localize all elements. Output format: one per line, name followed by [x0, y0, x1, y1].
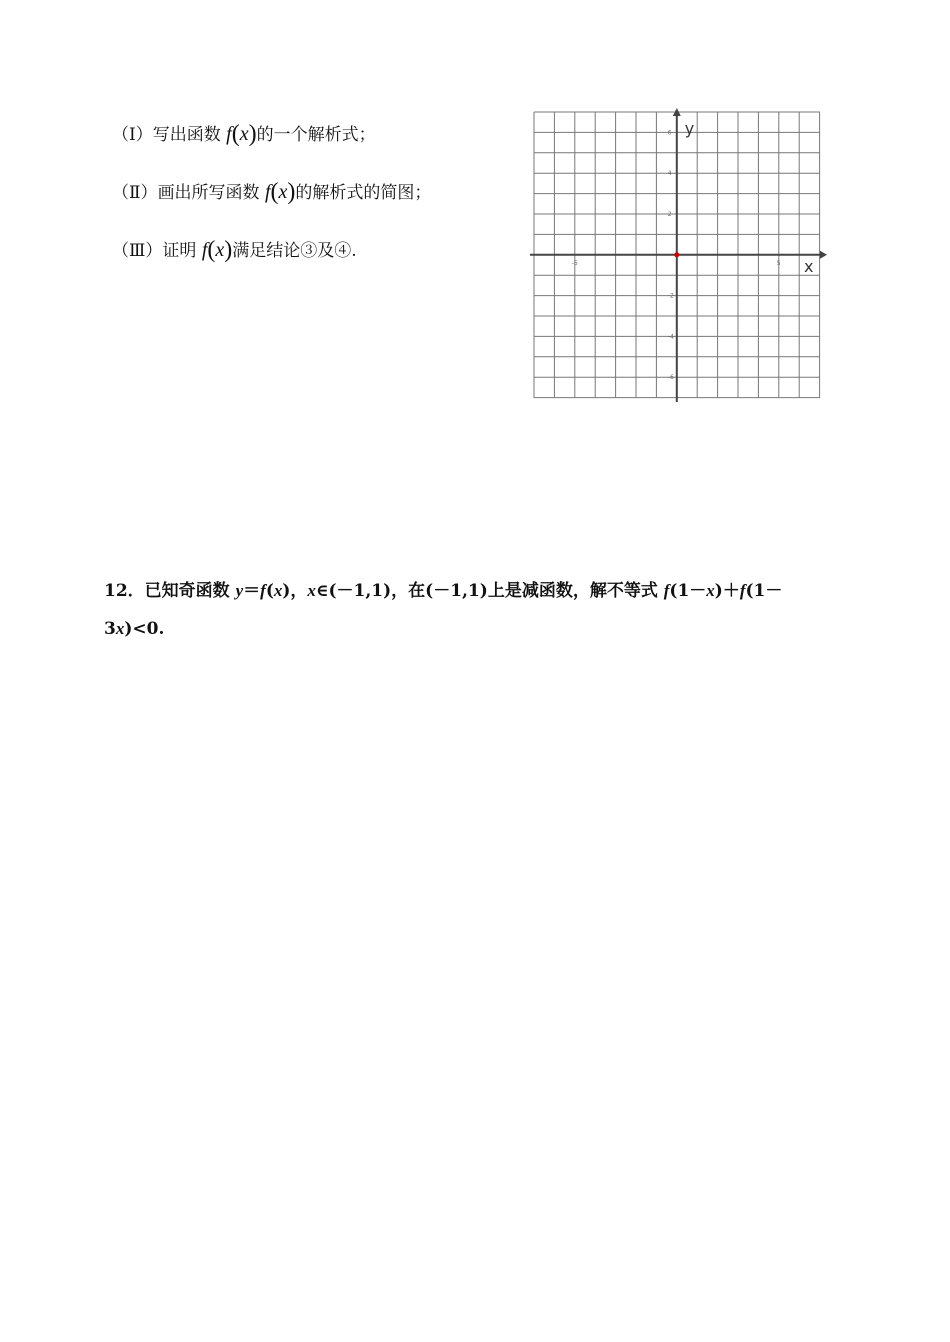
q12-math: x	[273, 581, 283, 600]
paren-close: )	[224, 237, 233, 263]
part-1-text-before: 写出函数	[152, 125, 221, 145]
part-2-text-after: 的解析式的简图；	[295, 183, 432, 203]
tick-label: -2	[667, 292, 674, 300]
q12-text: )，	[282, 581, 308, 601]
question-12-line-2	[104, 614, 164, 644]
tick-label: 2	[667, 211, 672, 218]
part-2-label: （Ⅱ）	[112, 183, 158, 203]
q12-text: 3	[104, 619, 116, 639]
function-f: f	[201, 239, 208, 261]
part-1-line	[112, 118, 376, 148]
part-2-line	[112, 176, 431, 206]
q12-text: (1－	[745, 581, 783, 601]
x-axis-label: x	[804, 256, 814, 276]
coordinate-grid-figure	[528, 108, 828, 404]
part-3-text-before: 证明	[162, 241, 197, 261]
q12-math: f	[260, 581, 266, 600]
part-1-text-after: 的一个解析式；	[256, 125, 376, 145]
x-axis-arrow	[820, 251, 827, 259]
paren-open: (	[207, 237, 216, 263]
tick-label: -5	[571, 259, 578, 267]
part-1-label: （Ⅰ）	[112, 125, 153, 145]
paren-close: )	[287, 179, 296, 205]
part-3-text-after: 满足结论③及④.	[232, 241, 357, 261]
tick-label: 5	[776, 259, 781, 267]
tick-label: 6	[667, 129, 672, 137]
q12-text: ∈(－1,1)，在(－1,1)上是减函数，解不等式	[315, 581, 664, 601]
paren-close: )	[248, 121, 257, 147]
function-f: f	[226, 123, 232, 145]
part-3-line	[112, 234, 357, 264]
tick-label: -4	[667, 333, 674, 341]
variable-x: x	[239, 123, 249, 145]
q12-math: y	[235, 581, 244, 600]
part-3-label: （Ⅲ）	[112, 241, 163, 261]
q12-text: ＝	[243, 581, 261, 601]
y-axis-label: y	[684, 119, 695, 138]
q12-text: 已知奇函数	[144, 581, 236, 601]
tick-label: -6	[667, 374, 674, 382]
q12-math: f	[739, 581, 746, 600]
q12-text: )<0.	[124, 619, 165, 639]
q12-math: f	[663, 581, 670, 600]
function-f: f	[264, 181, 271, 203]
part-2-text-before: 画出所写函数	[157, 183, 260, 203]
paren-open: (	[231, 121, 240, 147]
q12-math: x	[115, 619, 125, 638]
paren-open: (	[270, 179, 279, 205]
q12-text: )＋	[714, 581, 740, 601]
variable-x: x	[215, 239, 225, 261]
q12-math: x	[307, 581, 316, 600]
q12-text: (1－	[669, 581, 707, 601]
question-12-line-1	[104, 576, 782, 606]
variable-x: x	[278, 181, 288, 203]
origin-marker	[674, 252, 679, 257]
question-number: 12．	[104, 581, 145, 601]
q12-math: x	[706, 581, 715, 600]
tick-label: 4	[667, 170, 672, 178]
q12-text: (	[265, 581, 274, 601]
